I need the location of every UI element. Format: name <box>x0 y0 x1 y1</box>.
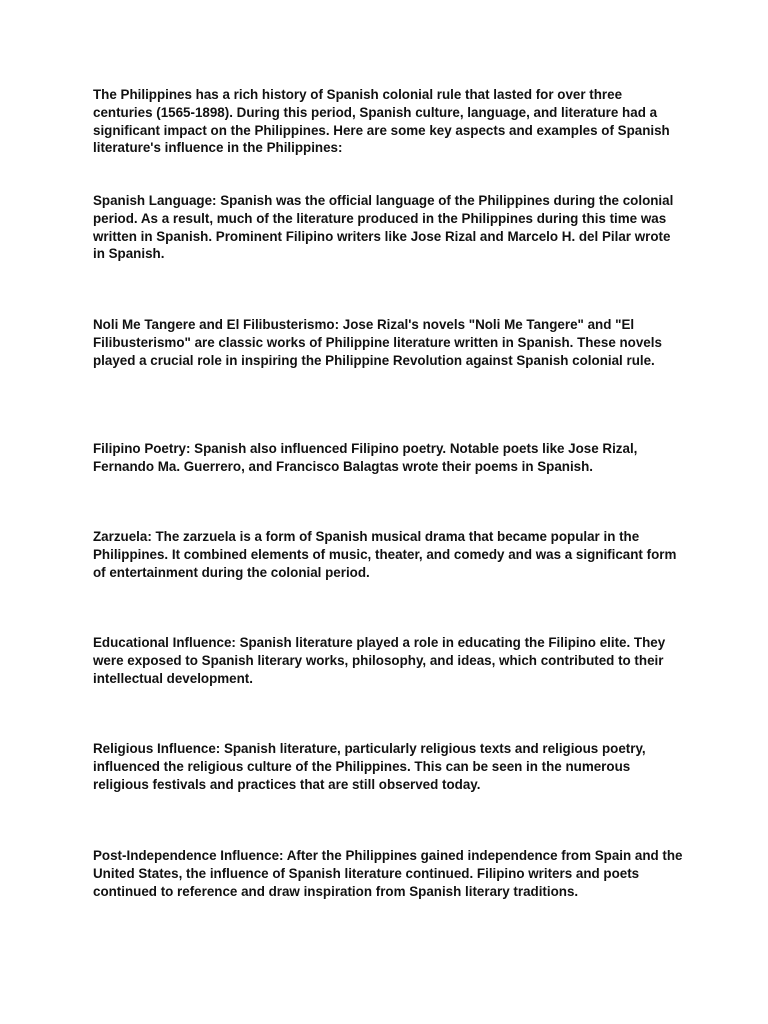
filipino-poetry-paragraph: Filipino Poetry: Spanish also influenced Filipino poetry. Notable poets like Jose Rizal, Fernando Ma. Guerrero, and Francisco Balagtas wrote their poems in Spanish. <box>93 441 638 474</box>
intro-paragraph: The Philippines has a rich history of Spanish colonial rule that lasted for over three centuries (1565-1898). During this period, Spanish culture, language, and literature had a significant impact on the Philippines. Here are some key aspects and examples of Spanish literature's influence in the Philippines: <box>93 87 670 156</box>
spanish-language-paragraph: Spanish Language: Spanish was the official language of the Philippines during the colonial period. As a result, much of the literature produced in the Philippines during this time was written in Spanish. Prominent Filipino writers like Jose Rizal and Marcelo H. del Pilar wrote in Spanish. <box>93 193 674 262</box>
religious-influence-paragraph: Religious Influence: Spanish literature, particularly religious texts and religious poetry, influenced the religious culture of the Philippines. This can be seen in the numerous religious festivals and practices that are still observed today. <box>93 741 646 792</box>
educational-influence-paragraph: Educational Influence: Spanish literature played a role in educating the Filipino elite. They were exposed to Spanish literary works, philosophy, and ideas, which contributed to their intellectual development. <box>93 635 666 686</box>
zarzuela-paragraph: Zarzuela: The zarzuela is a form of Spanish musical drama that became popular in the Philippines. It combined elements of music, theater, and comedy and was a significant form of entertainment during the colonial period. <box>93 529 677 580</box>
post-independence-paragraph: Post-Independence Influence: After the Philippines gained independence from Spain and the United States, the influence of Spanish literature continued. Filipino writers and poets continued to reference and draw inspiration from Spanish literary traditions. <box>93 848 683 899</box>
noli-me-tangere-paragraph: Noli Me Tangere and El Filibusterismo: Jose Rizal's novels "Noli Me Tangere" and "El Filibusterismo" are classic works of Philippine literature written in Spanish. These novels played a crucial role in inspiring the Philippine Revolution against Spanish colonial rule. <box>93 317 662 368</box>
